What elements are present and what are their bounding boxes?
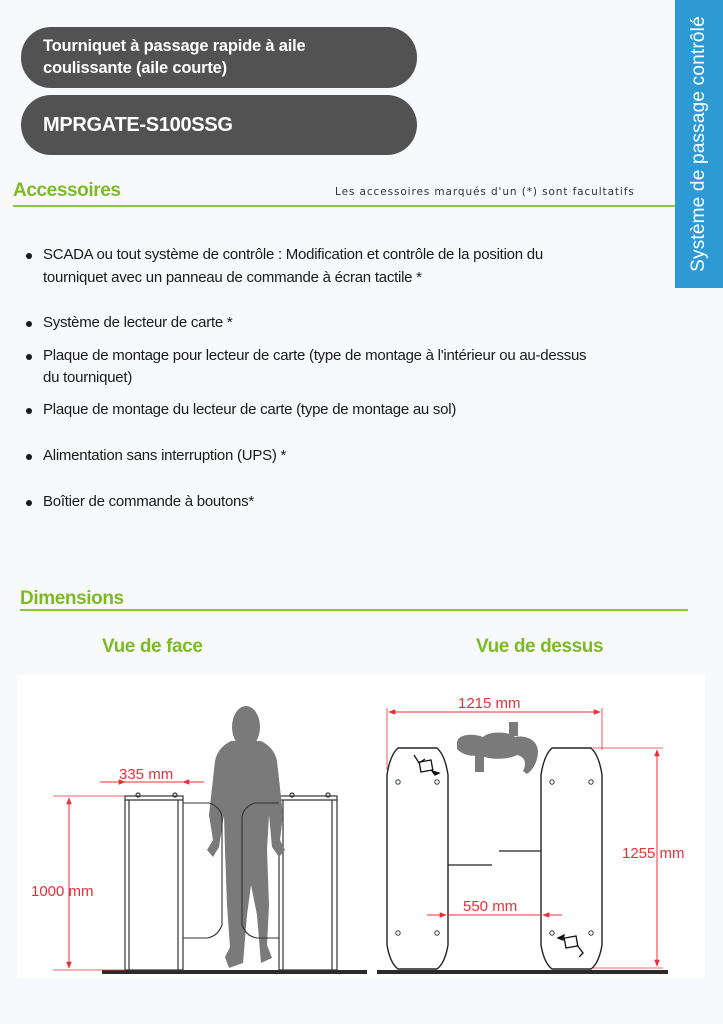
left-cabinet [125,793,183,970]
top-length-dimension [593,748,685,968]
accessory-item [22,445,682,468]
top-view-title: Vue de dessus [476,636,604,657]
accessory-item [22,244,682,289]
front-height-label: 1000 mm [31,883,94,900]
sliding-wings-top [448,851,541,865]
accessory-text-line: Plaque de montage du lecteur de carte (type de montage au sol) [43,400,457,418]
person-top-view-icon [457,722,538,774]
accessories-divider [13,205,675,207]
front-view-title: Vue de face [102,636,203,657]
accessory-text-line: du tourniquet) [43,369,133,386]
accessory-item [22,399,682,422]
side-category-label: Système de passage contrôlé [688,16,709,272]
dimensions-divider [20,609,688,611]
dimension-drawings [17,675,705,978]
accessory-text-line: Boîtier de commande à boutons* [43,492,254,510]
front-width-dimension [100,766,204,783]
bullet-icon [26,454,32,460]
side-category-tab [675,0,723,288]
top-floor-line [377,970,668,974]
product-model-pill [21,95,417,155]
person-silhouette-icon [207,706,285,968]
front-height-dimension [31,796,125,970]
top-view-drawing [377,695,685,974]
accessory-item [22,491,682,514]
bullet-icon [26,321,32,327]
right-cabinet [279,793,337,970]
bullet-icon [26,500,32,506]
accessory-text-line: tourniquet avec un panneau de commande à écran tactile * [43,268,422,286]
accessory-text-line: Plaque de montage pour lecteur de carte (type de montage à l'intérieur ou au-dessus [43,346,587,364]
accessory-text-line: Système de lecteur de carte * [43,314,233,331]
dimensions-title: Dimensions [20,588,124,609]
bullet-icon [26,408,32,414]
bullet-icon [26,354,32,360]
accessory-text-line: SCADA ou tout système de contrôle : Modification et contrôle de la position du [43,246,543,263]
top-overall-width-label: 1215 mm [458,695,521,712]
product-model: MPRGATE-S100SSG [43,114,233,136]
top-length-label: 1255 mm [622,845,685,862]
accessories-list [22,244,682,513]
front-width-label: 335 mm [119,766,174,783]
bullet-icon [26,253,32,259]
passage-width-label: 550 mm [463,898,518,915]
accessories-title: Accessoires [13,180,121,201]
product-subtitle-line-2: coulissante (aile courte) [43,59,227,77]
dimension-drawings-panel [17,675,705,978]
product-subtitle-line-1: Tourniquet à passage rapide à aile [43,37,306,55]
accessory-item [22,345,682,390]
optional-note: Les accessoires marqués d'un (*) sont facultatifs [335,186,635,198]
front-view-drawing [31,706,367,974]
accessory-item [22,312,682,335]
product-subtitle-pill [21,27,417,88]
accessory-text-line: Alimentation sans interruption (UPS) * [43,447,287,464]
